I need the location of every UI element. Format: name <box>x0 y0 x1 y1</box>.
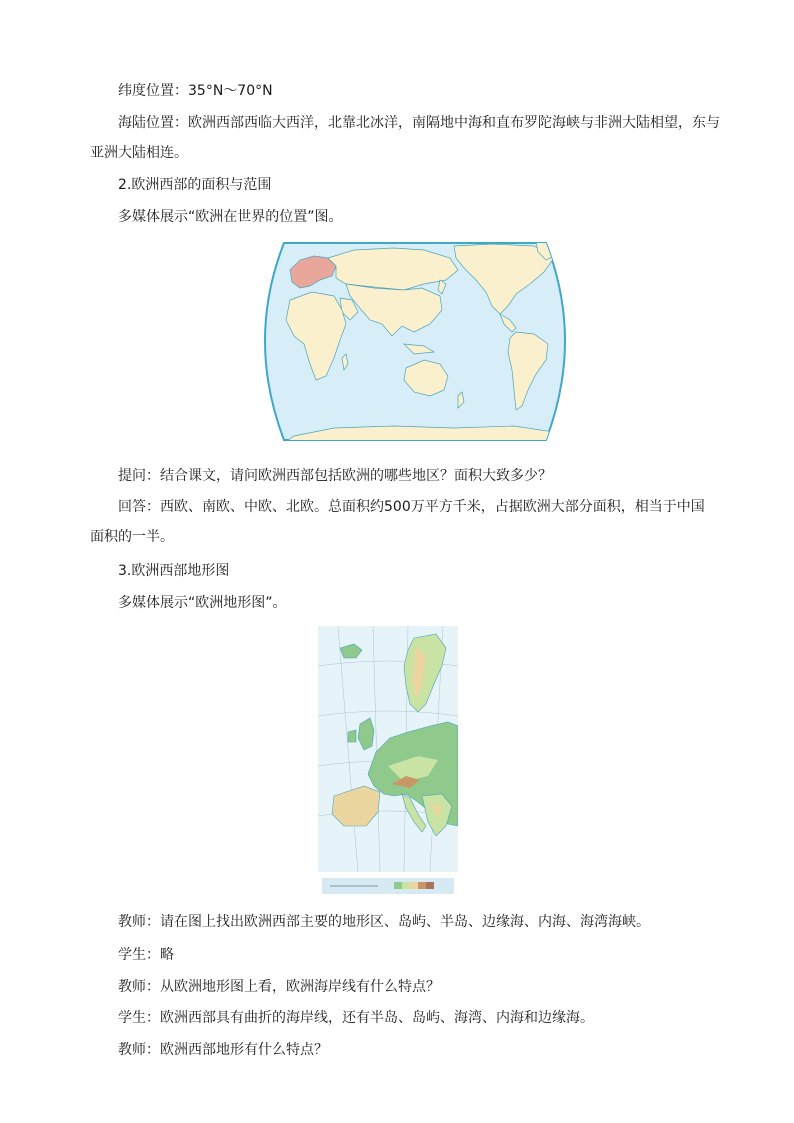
world-map-intro: 多媒体展示“欧洲在世界的位置”图。 <box>118 209 343 225</box>
answer-1-cont: 面积的一半。 <box>90 529 174 545</box>
teacher-line-3: 教师：欧洲西部地形有什么特点？ <box>118 1042 328 1058</box>
teacher-line-1: 教师：请在图上找出欧洲西部主要的地形区、岛屿、半岛、边缘海、内海、海湾海峡。 <box>118 914 650 930</box>
section-heading-terrain: 3.欧洲西部地形图 <box>118 563 230 579</box>
student-line-1: 学生：略 <box>118 947 174 963</box>
sea-land-position-cont: 亚洲大陆相连。 <box>90 145 188 161</box>
europe-terrain-map-figure <box>318 626 458 896</box>
section-heading-area: 2.欧洲西部的面积与范围 <box>118 177 272 193</box>
sea-land-position: 海陆位置：欧洲西部西临大西洋，北靠北冰洋，南隔地中海和直布罗陀海峡与非洲大陆相望，东与 <box>118 115 720 131</box>
question-1: 提问：结合课文，请问欧洲西部包括欧洲的哪些地区？面积大致多少？ <box>118 468 552 484</box>
latitude-position: 纬度位置：35°N～70°N <box>118 83 273 99</box>
teacher-line-2: 教师：从欧洲地形图上看，欧洲海岸线有什么特点？ <box>118 979 440 995</box>
terrain-map-intro: 多媒体展示“欧洲地形图”。 <box>118 595 287 611</box>
world-map-figure <box>254 240 576 443</box>
answer-1: 回答：西欧、南欧、中欧、北欧。总面积约500万平方千米，占据欧洲大部分面积，相当于中国 <box>118 499 705 515</box>
student-line-2: 学生：欧洲西部具有曲折的海岸线，还有半岛、岛屿、海湾、内海和边缘海。 <box>118 1010 594 1026</box>
